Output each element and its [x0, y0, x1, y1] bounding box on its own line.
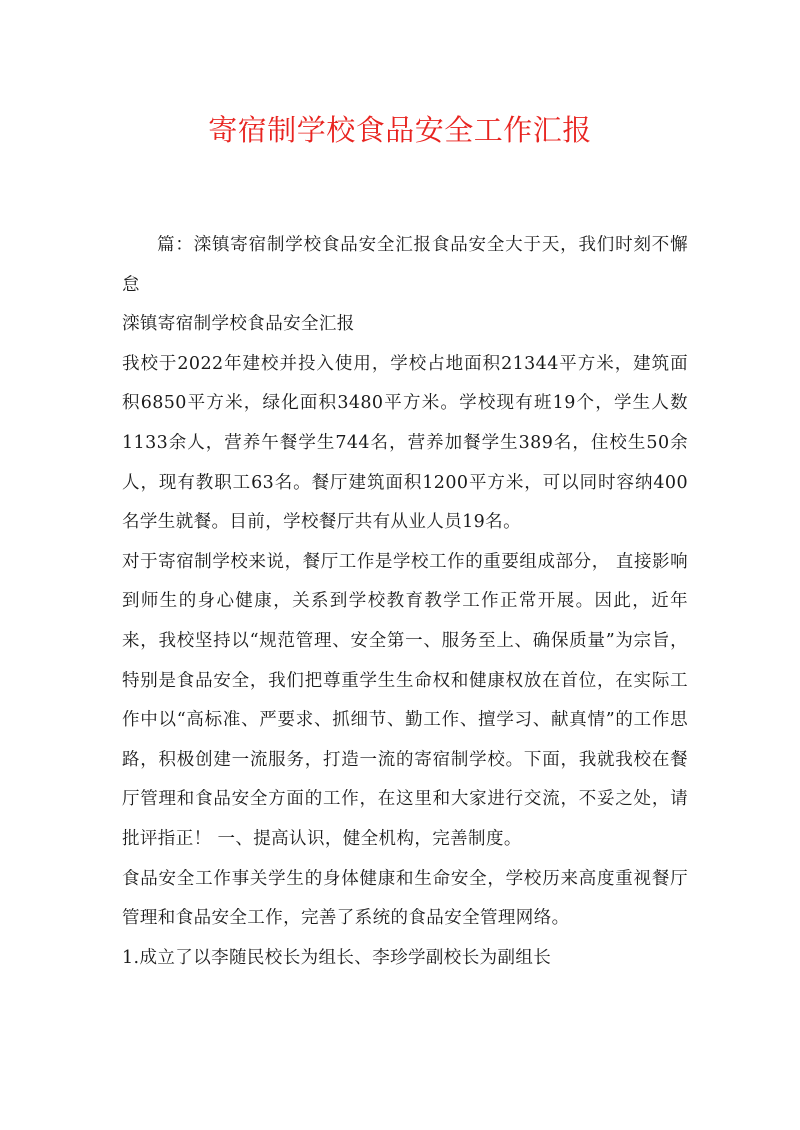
school-overview-paragraph: 我校于2022年建校并投入使用，学校占地面积21344平方米，建筑面积6850平方米，绿化面积3480平方米。学校现有班19个，学生人数1133余人，营养午餐学生744名，营养加餐学生389名，住校生50余人，现有教职工63名。餐厅建筑面积1200平方米，可以同时容纳400名学生就餐。目前，学校餐厅共有从业人员19名。 [122, 353, 688, 533]
food-safety-paragraph: 食品安全工作事关学生的身体健康和生命安全，学校历来高度重视餐厅管理和食品安全工作，完善了系统的食品安全管理网络。 [122, 868, 688, 929]
document-body [122, 226, 688, 978]
canteen-importance-paragraph: 对于寄宿制学校来说，餐厅工作是学校工作的重要组成部分， 直接影响到师生的身心健康，关系到学校教育教学工作正常开展。因此，近年来，我校坚持以“规范管理、安全第一、服务至上、确保质量”为宗旨，特别是食品安全，我们把尊重学生生命权和健康权放在首位，在实际工作中以“高标准、严要求、抓细节、勤工作、擅学习、献真情”的工作思路，积极创建一流服务，打造一流的寄宿制学校。下面，我就我校在餐厅管理和食品安全方面的工作，在这里和大家进行交流，不妥之处，请批评指正！ 一、提高认识，健全机构，完善制度。 [122, 551, 688, 849]
subtitle-paragraph: 滦镇寄宿制学校食品安全汇报 [122, 314, 355, 335]
list-item-paragraph: 1.成立了以李随民校长为组长、李珍学副校长为副组长 [122, 947, 552, 968]
document-title: 寄宿制学校食品安全工作汇报 [208, 113, 592, 147]
intro-paragraph: 篇：滦镇寄宿制学校食品安全汇报食品安全大于天，我们时刻不懈怠 [122, 235, 688, 295]
